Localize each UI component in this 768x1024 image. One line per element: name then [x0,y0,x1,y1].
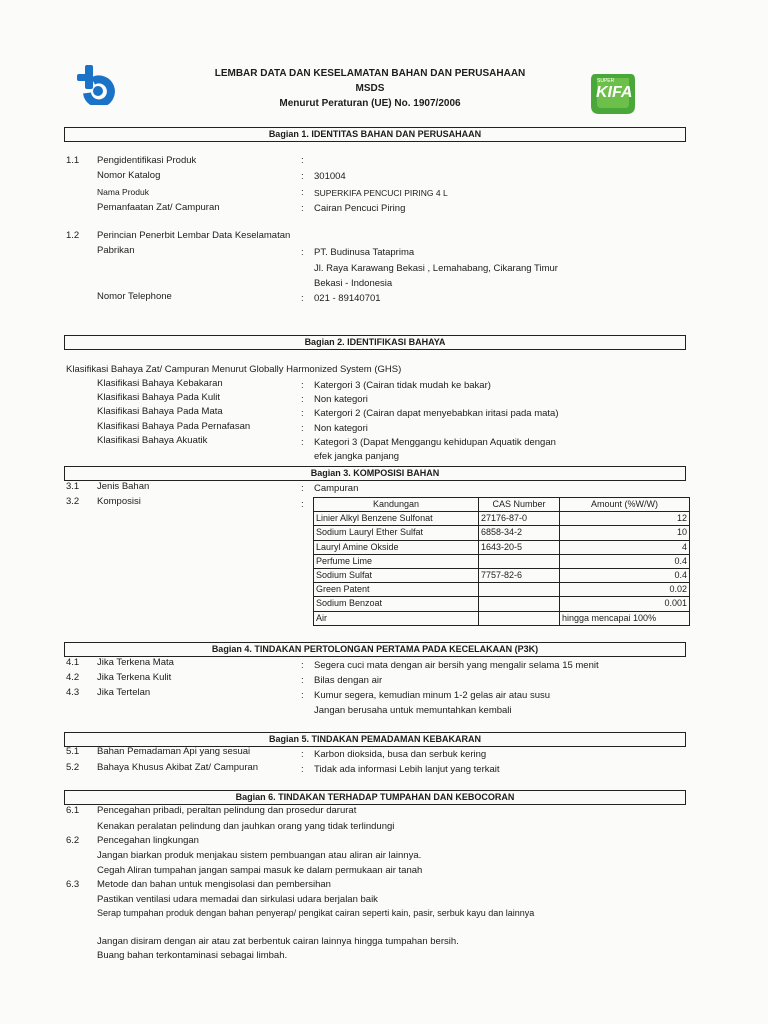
pabrikan-label: Pabrikan [97,245,135,256]
table-cell: Air [314,611,479,625]
akuatik-continued: efek jangka panjang [314,451,400,462]
r62-text: Pencegahan lingkungan [97,835,199,846]
section1-title: Bagian 1. IDENTITAS BAHAN DAN PERUSAHAAN [268,129,482,139]
nama-label: Nama Produk [97,187,149,197]
table-cell: 27176-87-0 [479,512,560,526]
table-header-row [314,498,690,512]
table-header-cell: Kandungan [314,498,479,512]
table-cell: 1643-20-5 [479,540,560,554]
telp-value: 021 - 89140701 [314,293,381,304]
table-row [314,597,690,611]
r42-value: Bilas dengan air [314,675,383,686]
section5-title: Bagian 5. TINDAKAN PEMADAMAN KEBAKARAN [268,734,481,744]
table-row [314,611,690,625]
table-cell: 0.001 [560,597,690,611]
hazard-label: Klasifikasi Bahaya Kebakaran [97,378,223,389]
table-row [314,512,690,526]
composition-table [313,497,690,626]
kifa-logo-small-text: SUPER [597,78,615,84]
r42-colon: : [301,675,304,686]
ghs-intro: Klasifikasi Bahaya Zat/ Campuran Menurut Globally Harmonized System (GHS) [66,364,402,375]
r32-label: Komposisi [97,496,141,507]
r63-num: 6.3 [66,879,80,890]
manfaat-value: Cairan Pencuci Piring [314,203,406,214]
r31-colon: : [301,483,304,494]
table-cell: 6858-34-2 [479,526,560,540]
section1-header [64,127,686,142]
hazard-colon: : [301,408,304,419]
r51-value: Karbon dioksida, busa dan serbuk kering [314,749,487,760]
telp-colon: : [301,293,304,304]
table-cell: 0.4 [560,554,690,568]
table-cell [479,597,560,611]
hazard-label: Klasifikasi Bahaya Pada Pernafasan [97,421,251,432]
nama-value: SUPERKIFA PENCUCI PIRING 4 L [314,188,448,198]
table-cell: 0.02 [560,583,690,597]
hazard-label: Klasifikasi Bahaya Pada Kulit [97,392,221,403]
table-cell: 7757-82-6 [479,568,560,582]
address-line2: Bekasi - Indonesia [314,278,393,289]
r11-num: 1.1 [66,155,80,166]
table-cell [479,611,560,625]
table-cell: Sodium Benzoat [314,597,479,611]
r31-num: 3.1 [66,481,80,492]
doc-subtitle-msds: MSDS [355,83,385,94]
address-line1: Jl. Raya Karawang Bekasi , Lemahabang, Cikarang Timur [314,263,558,274]
section2-title: Bagian 2. IDENTIFIKASI BAHAYA [304,337,446,347]
hazard-label: Klasifikasi Bahaya Pada Mata [97,406,223,417]
r42-label: Jika Terkena Kulit [97,672,172,683]
r61-text2: Kenakan peralatan pelindung dan jauhkan orang yang tidak terlindungi [97,821,395,832]
r62-text3: Cegah Aliran tumpahan jangan sampai masuk ke dalam permukaan air tanah [97,865,423,876]
hazard-value: Katergori 3 (Cairan tidak mudah ke bakar) [314,380,491,391]
table-cell: Green Patent [314,583,479,597]
table-cell: 12 [560,512,690,526]
r63-text: Metode dan bahan untuk mengisolasi dan pembersihan [97,879,331,890]
r32-num: 3.2 [66,496,80,507]
r51-label: Bahan Pemadaman Api yang sesuai [97,746,251,757]
pabrikan-value: PT. Budinusa Tataprima [314,247,415,258]
r52-colon: : [301,764,304,775]
hazard-value: Non kategori [314,423,368,434]
table-header-cell: CAS Number [479,498,560,512]
r61-text: Pencegahan pribadi, peraltan pelindung dan prosedur darurat [97,805,357,816]
r31-label: Jenis Bahan [97,481,150,492]
r31-value: Campuran [314,483,359,494]
hazard-value: Kategori 3 (Dapat Menggangu kehidupan Aquatik dengan [314,437,556,448]
section2-header [64,335,686,350]
r43-colon: : [301,690,304,701]
r52-num: 5.2 [66,762,80,773]
r41-label: Jika Terkena Mata [97,657,174,668]
kifa-logo [589,70,637,116]
table-row [314,568,690,582]
section4-header [64,642,686,657]
r32-colon: : [301,499,304,510]
r11-label: Pengidentifikasi Produk [97,155,197,166]
r43-value2: Jangan berusaha untuk memuntahkan kembali [314,705,512,716]
hazard-colon: : [301,380,304,391]
r63-text5: Buang bahan terkontaminasi sebagai limbah. [97,950,288,961]
table-row [314,583,690,597]
r12-label: Perincian Penerbit Lembar Data Keselamatan [97,230,291,241]
katalog-value: 301004 [314,171,346,182]
table-cell: Perfume Lime [314,554,479,568]
r43-label: Jika Tertelan [97,687,151,698]
r41-colon: : [301,660,304,671]
hazard-value: Non kategori [314,394,368,405]
r62-text2: Jangan biarkan produk menjakau sistem pembuangan atau aliran air lainnya. [97,850,422,861]
telp-label: Nomor Telephone [97,291,172,302]
table-cell: hingga mencapai 100% [560,611,690,625]
hazard-colon: : [301,437,304,448]
nama-colon: : [301,187,304,198]
section6-header [64,790,686,805]
r43-value: Kumur segera, kemudian minum 1-2 gelas air atau susu [314,690,551,701]
section4-title: Bagian 4. TINDAKAN PERTOLONGAN PERTAMA PADA KECELAKAAN (P3K) [211,644,539,654]
section6-title: Bagian 6. TINDAKAN TERHADAP TUMPAHAN DAN KEBOCORAN [235,792,515,802]
katalog-colon: : [301,171,304,182]
r51-colon: : [301,749,304,760]
r63-text3: Serap tumpahan produk dengan bahan penyerap/ pengikat cairan seperti kain, pasir, serbuk kayu dan lainnya [97,908,535,918]
table-row [314,554,690,568]
section3-title: Bagian 3. KOMPOSISI BAHAN [310,468,440,478]
r62-num: 6.2 [66,835,80,846]
table-cell: 10 [560,526,690,540]
section3-header [64,466,686,481]
table-row [314,540,690,554]
table-cell [479,583,560,597]
manfaat-colon: : [301,203,304,214]
table-cell [479,554,560,568]
table-header-cell: Amount (%W/W) [560,498,690,512]
r52-label: Bahaya Khusus Akibat Zat/ Campuran [97,762,259,773]
table-cell: 4 [560,540,690,554]
r12-num: 1.2 [66,230,80,241]
hazard-colon: : [301,394,304,405]
table-cell: Lauryl Amine Okside [314,540,479,554]
table-row [314,526,690,540]
table-cell: Sodium Sulfat [314,568,479,582]
kifa-logo-text: KIFA [596,84,633,101]
r41-value: Segera cuci mata dengan air bersih yang mengalir selama 15 menit [314,660,599,671]
doc-regulation: Menurut Peraturan (UE) No. 1907/2006 [279,98,461,109]
r61-num: 6.1 [66,805,80,816]
manfaat-label: Pemanfaatan Zat/ Campuran [97,202,220,213]
r51-num: 5.1 [66,746,80,757]
r42-num: 4.2 [66,672,80,683]
table-cell: Sodium Lauryl Ether Sulfat [314,526,479,540]
doc-title: LEMBAR DATA DAN KESELAMATAN BAHAN DAN PERUSAHAAN [214,68,526,79]
r43-num: 4.3 [66,687,80,698]
katalog-label: Nomor Katalog [97,170,161,181]
pabrikan-colon: : [301,247,304,258]
company-logo [74,63,118,105]
hazard-colon: : [301,423,304,434]
hazard-label: Klasifikasi Bahaya Akuatik [97,435,208,446]
r11-colon: : [301,155,304,166]
table-cell: 0.4 [560,568,690,582]
section5-header [64,732,686,747]
hazard-value: Katergori 2 (Cairan dapat menyebabkan iritasi pada mata) [314,408,559,419]
r52-value: Tidak ada informasi Lebih lanjut yang terkait [314,764,500,775]
table-cell: Linier Alkyl Benzene Sulfonat [314,512,479,526]
r63-text2: Pastikan ventilasi udara memadai dan sirkulasi udara berjalan baik [97,894,378,905]
r41-num: 4.1 [66,657,80,668]
company-logo-icon [74,63,118,105]
r63-text4: Jangan disiram dengan air atau zat berbentuk cairan lainnya hingga tumpahan bersih. [97,936,459,947]
